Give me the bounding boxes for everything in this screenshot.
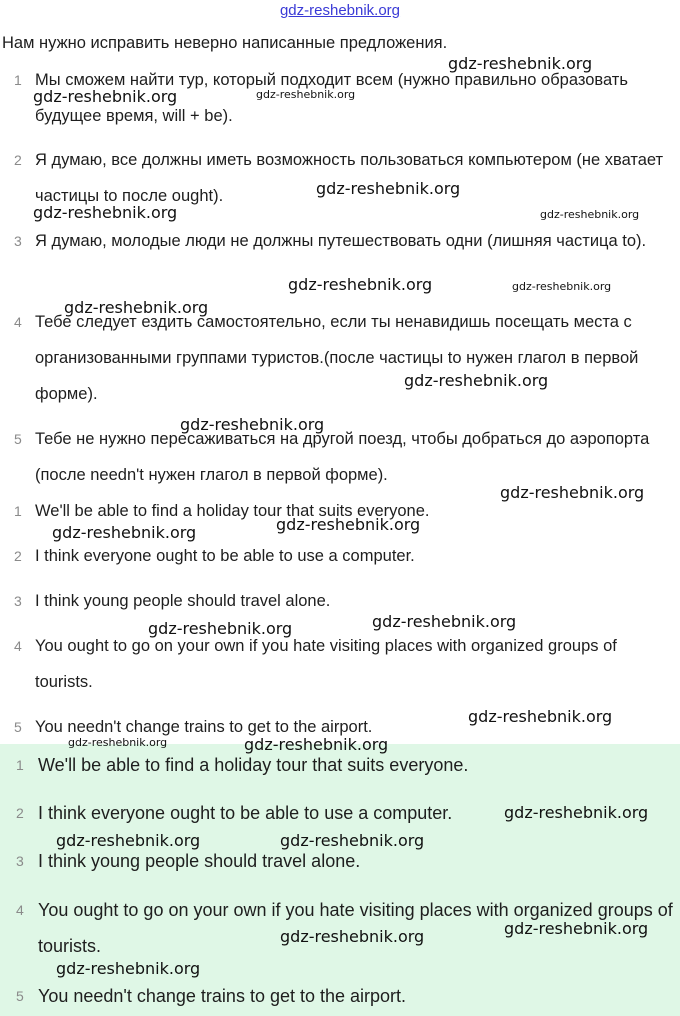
item-text: You ought to go on your own if you hate visiting places with organized groups of tourists. <box>35 637 617 691</box>
item-text: I think everyone ought to be able to use a computer. <box>38 803 453 823</box>
item-number: 5 <box>14 719 22 735</box>
item-number: 1 <box>14 72 22 88</box>
watermark: gdz-reshebnik.org <box>504 919 649 938</box>
watermark: gdz-reshebnik.org <box>52 523 197 542</box>
watermark: gdz-reshebnik.org <box>148 619 293 638</box>
item-text: Мы сможем найти тур, который подходит всем (нужно правильно образовать будущее время, will + be). <box>35 71 628 125</box>
watermark: gdz-reshebnik.org <box>244 735 389 754</box>
item-text: We'll be able to find a holiday tour that suits everyone. <box>35 502 430 520</box>
item-number: 4 <box>16 902 24 918</box>
watermark: gdz-reshebnik.org <box>180 415 325 434</box>
correction-item <box>14 304 676 412</box>
watermark: gdz-reshebnik.org <box>372 612 517 631</box>
watermark: gdz-reshebnik.org <box>56 959 201 978</box>
watermark: gdz-reshebnik.org <box>68 736 168 749</box>
item-text: You needn't change trains to get to the airport. <box>35 718 373 736</box>
item-text: Я думаю, все должны иметь возможность пользоваться компьютером (не хватает частицы to после ought). <box>35 151 664 205</box>
watermark: gdz-reshebnik.org <box>33 87 178 106</box>
item-text: I think young people should travel alone. <box>38 851 361 871</box>
answer-item <box>14 628 676 700</box>
item-number: 4 <box>14 314 22 330</box>
watermark: gdz-reshebnik.org <box>33 203 178 222</box>
watermark: gdz-reshebnik.org <box>448 54 593 73</box>
watermark: gdz-reshebnik.org <box>500 483 645 502</box>
watermark: gdz-reshebnik.org <box>280 927 425 946</box>
item-text: I think everyone ought to be able to use a computer. <box>35 547 415 565</box>
item-text: Я думаю, молодые люди не должны путешествовать одни (лишняя частица to). <box>35 232 647 250</box>
item-number: 3 <box>14 593 22 609</box>
watermark: gdz-reshebnik.org <box>404 371 549 390</box>
item-number: 2 <box>14 152 22 168</box>
item-text: I think young people should travel alone. <box>35 592 331 610</box>
watermark: gdz-reshebnik.org <box>540 208 640 221</box>
answer-item <box>14 538 676 574</box>
item-text: Тебе следует ездить самостоятельно, если ты ненавидишь посещать места с организованными группами туристов.(после частицы to нужен глагол в первой форме). <box>35 313 639 403</box>
correction-item <box>14 223 676 259</box>
watermark: gdz-reshebnik.org <box>276 515 421 534</box>
answer-box-item <box>16 978 676 1014</box>
watermark: gdz-reshebnik.org <box>512 280 612 293</box>
item-text: We'll be able to find a holiday tour that suits everyone. <box>38 755 469 775</box>
watermark: gdz-reshebnik.org <box>64 298 209 317</box>
item-number: 1 <box>14 503 22 519</box>
item-text: You needn't change trains to get to the airport. <box>38 986 407 1006</box>
item-number: 5 <box>14 431 22 447</box>
intro-text: Нам нужно исправить неверно написанные предложения. <box>2 34 448 52</box>
watermark: gdz-reshebnik.org <box>504 803 649 822</box>
watermark: gdz-reshebnik.org <box>316 179 461 198</box>
watermark: gdz-reshebnik.org <box>280 831 425 850</box>
watermark: gdz-reshebnik.org <box>288 275 433 294</box>
item-number: 4 <box>14 638 22 654</box>
item-number: 2 <box>16 805 24 821</box>
watermark: gdz-reshebnik.org <box>468 707 613 726</box>
answer-item <box>14 583 676 619</box>
watermark: gdz-reshebnik.org <box>56 831 201 850</box>
item-number: 5 <box>16 988 24 1004</box>
item-number: 3 <box>14 233 22 249</box>
item-text: Тебе не нужно пересаживаться на другой поезд, чтобы добраться до аэропорта (после needn't нужен глагол в первой форме). <box>35 430 650 484</box>
watermark: gdz-reshebnik.org <box>256 88 356 101</box>
item-number: 1 <box>16 757 24 773</box>
site-header-link[interactable]: gdz-reshebnik.org <box>279 2 401 19</box>
item-number: 2 <box>14 548 22 564</box>
item-number: 3 <box>16 853 24 869</box>
item-text: You ought to go on your own if you hate visiting places with organized groups of tourists. <box>38 900 673 956</box>
